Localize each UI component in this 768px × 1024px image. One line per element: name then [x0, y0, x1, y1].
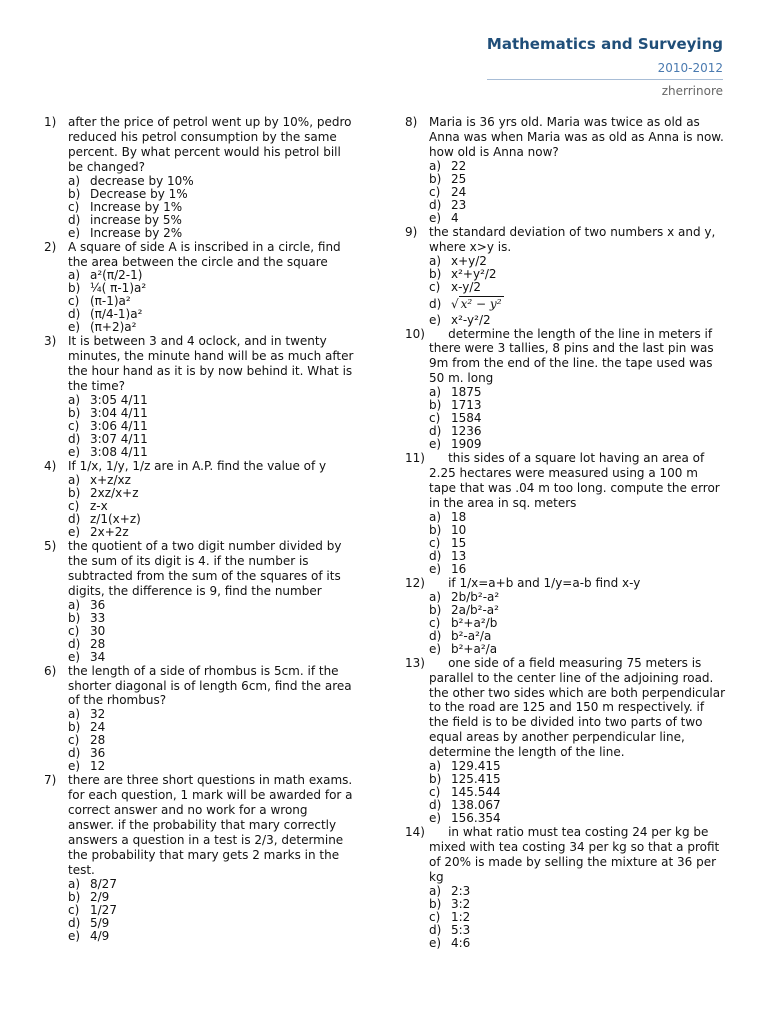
answer-option: [429, 212, 725, 225]
option-letter: b): [68, 485, 81, 500]
answer-option: [68, 638, 354, 651]
question-number: 1): [44, 115, 57, 129]
question-text: this sides of a square lot having an area of 2.25 hectares were measured using a 100 m tape that was .04 m too long. compute the error in the area in sq. meters: [429, 451, 720, 510]
option-letter: d): [68, 212, 81, 227]
option-list: [429, 760, 725, 825]
option-letter: a): [68, 173, 81, 188]
option-text: 2/9: [90, 889, 110, 904]
option-letter: a): [429, 509, 442, 524]
option-letter: a): [429, 883, 442, 898]
option-letter: b): [429, 602, 442, 617]
option-text: 34: [90, 649, 106, 664]
answer-option: [68, 734, 354, 747]
answer-option: [68, 878, 354, 891]
option-list: [429, 255, 725, 327]
option-letter: c): [68, 199, 80, 214]
option-text: 32: [90, 707, 106, 722]
answer-option: [68, 227, 354, 240]
question-number: 3): [44, 334, 57, 349]
question-number: 9): [405, 224, 418, 239]
option-letter: c): [429, 615, 441, 630]
question-item: [44, 115, 354, 240]
question-number: 12): [405, 575, 425, 590]
answer-option: [68, 930, 354, 943]
option-letter: a): [429, 759, 442, 774]
answer-option: [429, 186, 725, 199]
option-letter: c): [68, 623, 80, 638]
option-text: 3:08 4/11: [90, 445, 148, 460]
option-text: 18: [451, 509, 467, 524]
option-text: 12: [90, 759, 106, 774]
document-title: Mathematics and Surveying: [486, 35, 723, 53]
option-letter: e): [429, 210, 442, 225]
option-letter: e): [68, 225, 81, 240]
option-letter: b): [429, 171, 442, 186]
option-letter: c): [429, 411, 441, 426]
option-text: 4:6: [451, 935, 471, 950]
option-text: 4/9: [90, 928, 110, 943]
option-letter: d): [429, 922, 442, 937]
answer-option: [429, 812, 725, 825]
option-text: 3:05 4/11: [90, 393, 148, 408]
option-text: 24: [90, 720, 106, 735]
option-text: x+y/2: [451, 253, 487, 268]
option-text: Increase by 2%: [90, 225, 183, 240]
question-number: 11): [405, 451, 425, 466]
option-letter: e): [68, 649, 81, 664]
question-number: 7): [44, 773, 57, 788]
option-text: 4: [451, 210, 459, 225]
option-letter: e): [429, 437, 442, 452]
option-text: 1/27: [90, 902, 117, 917]
answer-option: [429, 199, 725, 212]
option-letter: b): [68, 186, 81, 201]
option-letter: a): [68, 876, 81, 891]
option-text: x²-y²/2: [451, 312, 491, 327]
answer-option: [68, 487, 354, 500]
option-text: Increase by 1%: [90, 199, 183, 214]
answer-option: [429, 643, 725, 656]
question-text: one side of a field measuring 75 meters is parallel to the center line of the adjoining road. the other two sides which are both perpendicular to the road are 125 and 150 m respectively. if the field is to be divided into two parts of two equal areas by another perpendicular line, determine the length of the line.: [429, 655, 726, 760]
question-number: 13): [405, 655, 425, 670]
option-list: [429, 591, 725, 656]
option-letter: c): [429, 785, 441, 800]
answer-option: [68, 526, 354, 539]
option-text: 3:06 4/11: [90, 419, 148, 434]
option-letter: a): [68, 597, 81, 612]
option-text: 16: [451, 561, 467, 576]
option-text: z/1(x+z): [90, 511, 141, 526]
question-text: Maria is 36 yrs old. Maria was twice as old as Anna was when Maria was as old as Anna is now. how old is Anna now?: [429, 115, 724, 159]
option-letter: a): [429, 385, 442, 400]
answer-option: [429, 524, 725, 537]
option-text: x-y/2: [451, 279, 481, 294]
option-text: 2xz/x+z: [90, 485, 139, 500]
answer-option: [429, 563, 725, 576]
answer-option: [429, 281, 725, 294]
option-letter: d): [68, 746, 81, 761]
question-text: If 1/x, 1/y, 1/z are in A.P. find the value of y: [68, 459, 327, 474]
question-item: [405, 825, 725, 950]
option-letter: c): [429, 909, 441, 924]
option-letter: a): [68, 393, 81, 408]
answer-option: [429, 885, 725, 898]
option-text: √ x² − y²: [451, 296, 502, 311]
question-text: the quotient of a two digit number divided by the sum of its digit is 4. if the number is subtracted from the sum of the squares of its digits, the difference is 9, find the number: [68, 538, 342, 598]
option-letter: b): [429, 772, 442, 787]
option-letter: d): [429, 548, 442, 563]
option-letter: c): [429, 279, 441, 294]
option-list: [68, 269, 354, 334]
answer-option: [68, 708, 354, 721]
option-letter: c): [68, 419, 80, 434]
answer-option: [68, 917, 354, 930]
question-item: [44, 664, 354, 774]
question-text: A square of side A is inscribed in a circle, find the area between the circle and the square: [68, 239, 341, 269]
option-text: 2a/b²-a²: [451, 602, 499, 617]
option-text: 145.544: [451, 785, 501, 800]
question-item: [405, 576, 725, 656]
option-text: 156.354: [451, 811, 501, 826]
answer-option: [429, 160, 725, 173]
option-text: 10: [451, 522, 467, 537]
option-letter: d): [68, 511, 81, 526]
question-text: It is between 3 and 4 oclock, and in twenty minutes, the minute hand will be as much after the hour hand as it is by now behind it. What is the time?: [68, 334, 354, 394]
option-text: 3:04 4/11: [90, 406, 148, 421]
option-list: [429, 511, 725, 576]
question-text: after the price of petrol went up by 10%, pedro reduced his petrol consumption by the same percent. By what percent would his petrol bill be changed?: [68, 115, 352, 174]
answer-option: [429, 314, 725, 327]
option-text: 2x+2z: [90, 524, 129, 539]
option-text: 25: [451, 171, 467, 186]
option-text: 129.415: [451, 759, 501, 774]
question-number: 6): [44, 663, 57, 678]
option-letter: d): [68, 307, 81, 322]
option-text: a²(π/2-1): [90, 268, 143, 283]
option-text: 5/9: [90, 915, 110, 930]
option-letter: e): [68, 445, 81, 460]
option-text: (π/4-1)a²: [90, 307, 143, 322]
option-letter: d): [429, 424, 442, 439]
answer-option: [429, 898, 725, 911]
question-item: [405, 225, 725, 327]
option-text: x+z/xz: [90, 472, 131, 487]
option-text: 125.415: [451, 772, 501, 787]
option-letter: b): [429, 266, 442, 281]
option-list: [429, 885, 725, 950]
option-letter: c): [429, 535, 441, 550]
option-letter: b): [68, 610, 81, 625]
option-letter: d): [68, 432, 81, 447]
option-letter: c): [68, 294, 80, 309]
option-letter: b): [68, 889, 81, 904]
option-text: 1584: [451, 411, 482, 426]
option-text: x²+y²/2: [451, 266, 497, 281]
option-letter: b): [68, 720, 81, 735]
option-text: 1:2: [451, 909, 471, 924]
option-text: 36: [90, 746, 106, 761]
option-letter: a): [429, 158, 442, 173]
option-text: b²+a²/b: [451, 615, 498, 630]
answer-option: [68, 651, 354, 664]
question-item: [405, 656, 725, 825]
answer-option: [429, 911, 725, 924]
question-number: 8): [405, 115, 418, 129]
option-text: decrease by 10%: [90, 173, 194, 188]
option-letter: b): [429, 398, 442, 413]
option-list: [68, 599, 354, 664]
option-text: b²-a²/a: [451, 628, 492, 643]
option-letter: d): [429, 628, 442, 643]
option-text: 36: [90, 597, 106, 612]
question-item: [44, 334, 354, 459]
option-text: 22: [451, 158, 467, 173]
option-letter: b): [68, 281, 81, 296]
option-text: 8/27: [90, 876, 117, 891]
option-letter: a): [429, 253, 442, 268]
answer-option: [429, 924, 725, 937]
option-letter: a): [429, 589, 442, 604]
option-list: [68, 175, 354, 240]
answer-option: [429, 537, 725, 550]
document-header: [487, 33, 723, 99]
option-text: 1909: [451, 437, 482, 452]
question-text: determine the length of the line in meters if there were 3 tallies, 8 pins and the last pin was 9m from the end of the line. the tape used was 50 m. long: [429, 326, 714, 386]
option-list: [429, 386, 725, 451]
document-author: zherrinore: [661, 84, 723, 98]
option-letter: a): [68, 472, 81, 487]
option-text: 33: [90, 610, 106, 625]
left-question-column: [44, 115, 354, 943]
question-item: [44, 539, 354, 664]
option-text: 15: [451, 535, 467, 550]
question-number: 4): [44, 459, 57, 474]
question-text: if 1/x=a+b and 1/y=a-b find x-y: [429, 575, 641, 590]
option-list: [429, 160, 725, 225]
document-years: 2010-2012: [657, 61, 723, 75]
option-letter: e): [429, 561, 442, 576]
question-item: [44, 459, 354, 539]
question-number: 2): [44, 239, 57, 254]
option-letter: d): [68, 915, 81, 930]
option-text: Decrease by 1%: [90, 186, 188, 201]
option-text: 13: [451, 548, 467, 563]
answer-option: [429, 173, 725, 186]
option-letter: a): [68, 707, 81, 722]
option-text: 3:07 4/11: [90, 432, 148, 447]
option-text: 24: [451, 184, 467, 199]
option-letter: e): [68, 759, 81, 774]
question-item: [405, 115, 725, 225]
option-text: 5:3: [451, 922, 471, 937]
option-letter: e): [68, 524, 81, 539]
option-letter: e): [429, 811, 442, 826]
option-text: 30: [90, 623, 106, 638]
answer-option: [68, 747, 354, 760]
option-letter: d): [68, 636, 81, 651]
option-letter: c): [68, 733, 80, 748]
option-text: z-x: [90, 498, 108, 513]
option-text: 23: [451, 197, 467, 212]
question-item: [405, 327, 725, 452]
answer-option: [68, 446, 354, 459]
answer-option: [68, 321, 354, 334]
option-letter: d): [429, 798, 442, 813]
option-text: 2b/b²-a²: [451, 589, 500, 604]
option-letter: e): [68, 320, 81, 335]
answer-option: [68, 760, 354, 773]
option-letter: d): [429, 197, 442, 212]
question-number: 5): [44, 538, 57, 553]
answer-option: [429, 937, 725, 950]
answer-option: [429, 511, 725, 524]
option-text: 28: [90, 636, 106, 651]
answer-option: [68, 599, 354, 612]
option-list: [68, 394, 354, 459]
option-text: b²+a²/a: [451, 641, 498, 656]
option-list: [68, 708, 354, 773]
question-number: 14): [405, 825, 425, 840]
option-text: 3:2: [451, 896, 471, 911]
right-question-column: [405, 115, 725, 950]
option-letter: b): [68, 406, 81, 421]
option-letter: c): [68, 498, 80, 513]
option-letter: a): [68, 268, 81, 283]
option-text: 138.067: [451, 798, 501, 813]
answer-option: [429, 438, 725, 451]
option-text: 1875: [451, 385, 482, 400]
option-letter: b): [429, 522, 442, 537]
option-text: 1713: [451, 398, 482, 413]
option-letter: e): [68, 928, 81, 943]
question-number: 10): [405, 326, 425, 341]
option-letter: c): [429, 184, 441, 199]
option-text: 1236: [451, 424, 482, 439]
question-text: in what ratio must tea costing 24 per kg be mixed with tea costing 34 per kg so that a profit of 20% is made by selling the mixture at 36 per kg: [429, 825, 720, 884]
option-list: [68, 878, 354, 943]
question-item: [44, 240, 354, 335]
option-text: 28: [90, 733, 106, 748]
question-item: [405, 451, 725, 576]
option-letter: e): [429, 312, 442, 327]
header-divider: [487, 79, 723, 80]
option-text: ¼( π-1)a²: [90, 281, 147, 296]
answer-option: [429, 550, 725, 563]
option-letter: d): [429, 296, 442, 311]
option-text: increase by 5%: [90, 212, 182, 227]
question-text: the length of a side of rhombus is 5cm. if the shorter diagonal is of length 6cm, find the area of the rhombus?: [68, 663, 352, 708]
answer-option: [68, 721, 354, 734]
option-text: (π+2)a²: [90, 320, 137, 335]
option-letter: b): [429, 896, 442, 911]
answer-option: [429, 294, 725, 314]
option-letter: e): [429, 641, 442, 656]
option-text: (π-1)a²: [90, 294, 131, 309]
question-text: there are three short questions in math exams. for each question, 1 mark will be awarded for a correct answer and no work for a wrong answer. if the probability that mary correctly answers a question in a test is 2/3, determine the probability that mary gets 2 marks in the test.: [68, 773, 353, 877]
answer-option: [68, 612, 354, 625]
answer-option: [68, 904, 354, 917]
option-list: [68, 474, 354, 539]
question-item: [44, 773, 354, 942]
question-text: the standard deviation of two numbers x and y, where x>y is.: [429, 224, 716, 254]
option-letter: e): [429, 935, 442, 950]
option-letter: c): [68, 902, 80, 917]
option-text: 2:3: [451, 883, 471, 898]
answer-option: [68, 625, 354, 638]
